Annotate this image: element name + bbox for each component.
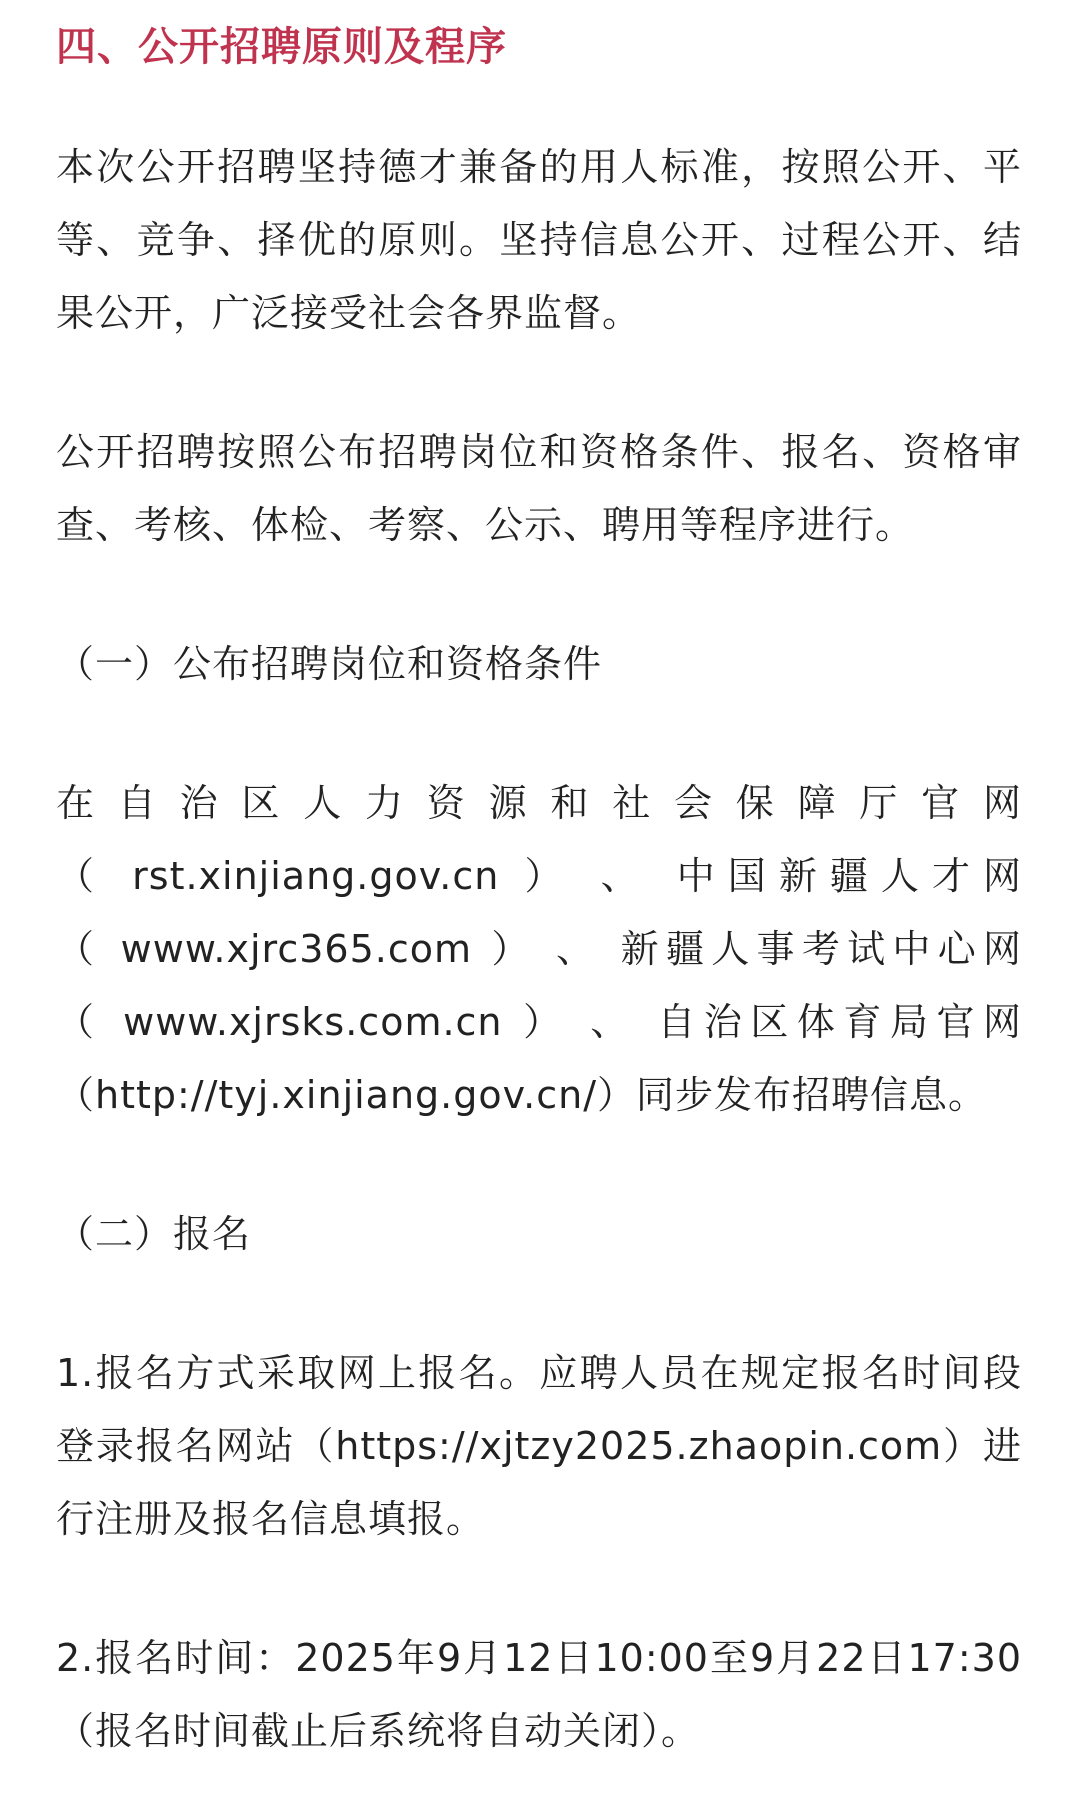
spacer — [56, 701, 1022, 767]
spacer — [56, 1132, 1022, 1198]
spacer — [56, 350, 1022, 416]
subheading-registration: （二）报名 — [56, 1212, 252, 1256]
paragraph-principles: 本次公开招聘坚持德才兼备的用人标准，按照公开、平等、竞争、择优的原则。坚持信息公开、过程公开、结果公开，广泛接受社会各界监督。 — [56, 145, 1022, 335]
section-heading: 四、公开招聘原则及程序 — [56, 24, 507, 70]
subheading-publish-positions: （一）公布招聘岗位和资格条件 — [56, 642, 603, 686]
spacer — [56, 1271, 1022, 1337]
paragraph-publish-sites — [56, 767, 1022, 1132]
publish-line-2: （ rst.xinjiang.gov.cn ） 、 中国新疆人才网 — [56, 854, 1022, 898]
publish-line-1: 在自治区人力资源和社会保障厅官网 — [56, 781, 1022, 825]
publish-line-5: （http://tyj.xinjiang.gov.cn/）同步发布招聘信息。 — [56, 1073, 988, 1117]
spacer — [56, 76, 1022, 131]
paragraph-procedure: 公开招聘按照公布招聘岗位和资格条件、报名、资格审查、考核、体检、考察、公示、聘用等程序进行。 — [56, 430, 1022, 547]
spacer — [56, 1556, 1022, 1622]
publish-line-4: （ www.xjrsks.com.cn ） 、 自治区体育局官网 — [56, 1000, 1022, 1044]
publish-line-3: （ www.xjrc365.com ） 、 新疆人事考试中心网 — [56, 927, 1022, 971]
paragraph-registration-time: 2.报名时间：2025年9月12日10:00至9月22日17:30（报名时间截止后系统将自动关闭）。 — [56, 1636, 1022, 1753]
paragraph-registration-method: 1.报名方式采取网上报名。应聘人员在规定报名时间段登录报名网站（https://xjtzy2025.zhaopin.com）进行注册及报名信息填报。 — [56, 1351, 1022, 1541]
spacer — [56, 562, 1022, 628]
